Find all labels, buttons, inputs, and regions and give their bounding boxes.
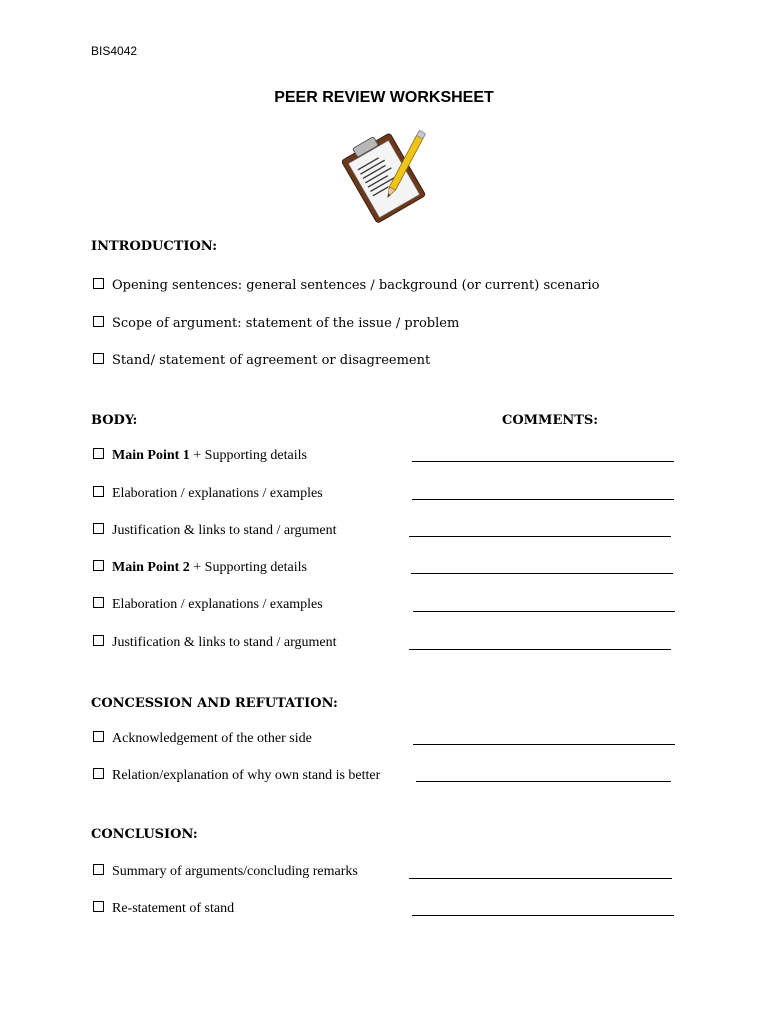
- intro-item-label: Opening sentences: general sentences / background (or current) scenario: [112, 278, 600, 293]
- comment-line[interactable]: [413, 744, 675, 745]
- checkbox[interactable]: [93, 523, 104, 534]
- conclusion-item-restatement[interactable]: [93, 901, 234, 917]
- conclusion-item-summary[interactable]: [93, 864, 358, 880]
- intro-item-scope[interactable]: [93, 316, 459, 331]
- concession-item-label: Relation/explanation of why own stand is better: [112, 768, 381, 783]
- conclusion-heading: CONCLUSION:: [91, 827, 198, 842]
- body-item-label: + Supporting details: [189, 448, 307, 463]
- checkbox[interactable]: [93, 768, 104, 779]
- concession-item-label: Acknowledgement of the other side: [112, 731, 312, 746]
- body-item-elaboration-2[interactable]: [93, 597, 323, 613]
- body-item-main-point-2[interactable]: [93, 560, 307, 576]
- course-code: BIS4042: [91, 44, 138, 58]
- body-item-main-point-1[interactable]: [93, 448, 307, 464]
- checkbox[interactable]: [93, 486, 104, 497]
- concession-heading: CONCESSION AND REFUTATION:: [91, 696, 338, 711]
- concession-item-acknowledgement[interactable]: [93, 731, 312, 747]
- main-point-label: Main Point 1: [112, 448, 190, 463]
- checkbox[interactable]: [93, 448, 104, 459]
- conclusion-item-label: Summary of arguments/concluding remarks: [112, 864, 358, 879]
- concession-item-relation[interactable]: [93, 768, 380, 784]
- comment-line[interactable]: [413, 611, 675, 612]
- intro-item-label: Stand/ statement of agreement or disagreement: [112, 353, 431, 368]
- comment-line[interactable]: [409, 878, 672, 879]
- body-item-label: Elaboration / explanations / examples: [112, 486, 323, 501]
- comment-line[interactable]: [412, 915, 674, 916]
- intro-item-label: Scope of argument: statement of the issue / problem: [112, 316, 460, 331]
- comment-line[interactable]: [412, 461, 674, 462]
- conclusion-item-label: Re-statement of stand: [112, 901, 235, 916]
- introduction-heading: INTRODUCTION:: [91, 239, 218, 254]
- checkbox[interactable]: [93, 597, 104, 608]
- comment-line[interactable]: [412, 499, 674, 500]
- body-item-justification-1[interactable]: [93, 523, 337, 539]
- checkbox[interactable]: [93, 278, 104, 289]
- checkbox[interactable]: [93, 635, 104, 646]
- body-item-label: Elaboration / explanations / examples: [112, 597, 323, 612]
- body-item-label: Justification & links to stand / argument: [112, 523, 337, 538]
- checkbox[interactable]: [93, 901, 104, 912]
- comment-line[interactable]: [409, 536, 671, 537]
- body-item-label: + Supporting details: [189, 560, 307, 575]
- comment-line[interactable]: [409, 649, 671, 650]
- checkbox[interactable]: [93, 560, 104, 571]
- checkbox[interactable]: [93, 353, 104, 364]
- body-heading: BODY:: [91, 413, 138, 428]
- body-item-elaboration-1[interactable]: [93, 486, 323, 502]
- body-item-justification-2[interactable]: [93, 635, 337, 651]
- checkbox[interactable]: [93, 316, 104, 327]
- intro-item-opening[interactable]: [93, 278, 599, 293]
- comment-line[interactable]: [416, 781, 671, 782]
- comment-line[interactable]: [411, 573, 673, 574]
- clipboard-pencil-icon: [334, 124, 434, 224]
- main-point-label: Main Point 2: [112, 560, 190, 575]
- checkbox[interactable]: [93, 731, 104, 742]
- comments-heading: COMMENTS:: [502, 413, 599, 428]
- page-title: PEER REVIEW WORKSHEET: [274, 89, 494, 106]
- body-item-label: Justification & links to stand / argument: [112, 635, 337, 650]
- intro-item-stand[interactable]: [93, 353, 430, 368]
- checkbox[interactable]: [93, 864, 104, 875]
